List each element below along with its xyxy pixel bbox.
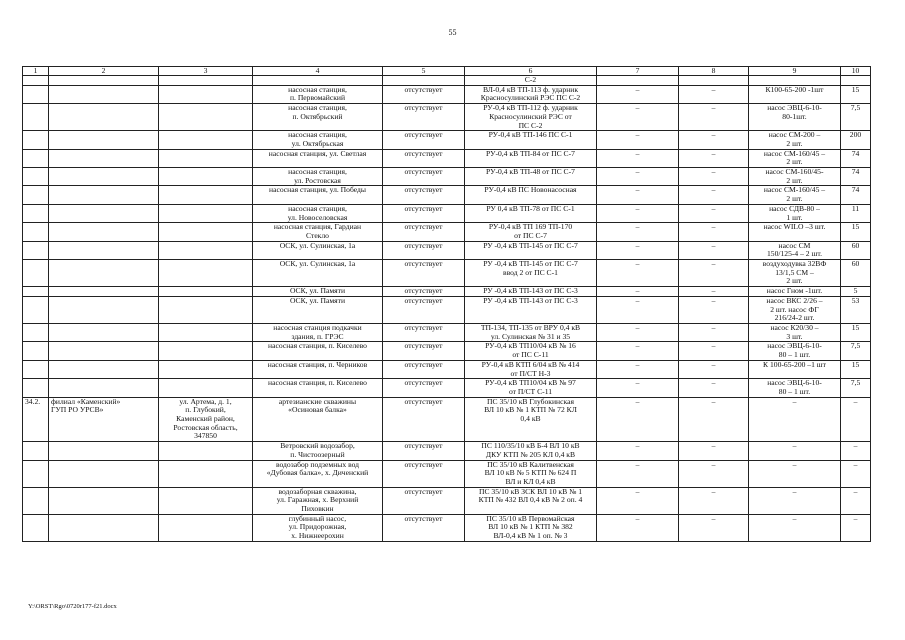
- table-cell: –: [679, 323, 749, 341]
- table-cell: [49, 379, 159, 397]
- table-cell: отсутствует: [383, 487, 465, 514]
- table-cell: насосная станция, п. Киселево: [253, 379, 383, 397]
- header-row: [23, 67, 871, 76]
- table-cell: насосная станция, ул. Октябрьская: [253, 131, 383, 149]
- table-cell: [23, 168, 49, 186]
- table-cell: насос СМ-160/45 – 2 шт.: [749, 186, 841, 204]
- table-cell: отсутствует: [383, 204, 465, 222]
- page-number: 55: [448, 28, 457, 37]
- table-cell: [159, 241, 253, 259]
- table-cell: РУ -0,4 кВ ТП-143 от ПС С-3: [465, 296, 597, 323]
- table-cell: [23, 204, 49, 222]
- table-cell: отсутствует: [383, 296, 465, 323]
- table-cell: [159, 204, 253, 222]
- table-row: [23, 149, 871, 167]
- table-row: [23, 104, 871, 131]
- table-cell: –: [597, 296, 679, 323]
- table-cell: насосная станция, ул. Светлая: [253, 149, 383, 167]
- table-cell: отсутствует: [383, 514, 465, 541]
- table-cell: [49, 131, 159, 149]
- table-cell: –: [841, 487, 871, 514]
- table-cell: –: [597, 85, 679, 103]
- data-table: [22, 66, 871, 542]
- table-cell: –: [597, 223, 679, 241]
- table-cell: отсутствует: [383, 397, 465, 442]
- table-cell: [159, 514, 253, 541]
- table-cell: [49, 223, 159, 241]
- table-cell: [49, 323, 159, 341]
- table-cell: [23, 460, 49, 487]
- table-cell: [159, 168, 253, 186]
- table-cell: насосная станция подкачки здания, п. ГРЭС: [253, 323, 383, 341]
- table-cell: –: [597, 360, 679, 378]
- table-cell: –: [597, 514, 679, 541]
- table-cell: насосная станция, Гардиан Стекло: [253, 223, 383, 241]
- table-cell: –: [679, 296, 749, 323]
- table-cell: 60: [841, 241, 871, 259]
- table-cell: –: [597, 260, 679, 287]
- table-row: [23, 442, 871, 460]
- table-cell: [679, 76, 749, 86]
- table-cell: [159, 104, 253, 131]
- table-cell: насосная станция, п. Киселево: [253, 342, 383, 360]
- table-cell: насосная станция, п. Первомайский: [253, 85, 383, 103]
- table-cell: –: [597, 379, 679, 397]
- table-cell: воздуходувка 32ВФ 13/1,5 СМ – 2 шт.: [749, 260, 841, 287]
- table-cell: [159, 76, 253, 86]
- table-cell: [23, 76, 49, 86]
- table-row: [23, 168, 871, 186]
- table-cell: [23, 241, 49, 259]
- table-cell: 200: [841, 131, 871, 149]
- table-row: [23, 223, 871, 241]
- table-cell: –: [749, 442, 841, 460]
- table-cell: артезианские скважины «Осиновая балка»: [253, 397, 383, 442]
- table-cell: –: [679, 342, 749, 360]
- table-cell: ОСК, ул. Памяти: [253, 296, 383, 323]
- table-cell: [49, 76, 159, 86]
- table-cell: 34.2.: [23, 397, 49, 442]
- table-cell: [159, 379, 253, 397]
- table-cell: [159, 323, 253, 341]
- table-cell: [159, 360, 253, 378]
- table-cell: насосная станция, ул. Победы: [253, 186, 383, 204]
- table-cell: отсутствует: [383, 85, 465, 103]
- table-cell: Ветровский водозабор, п. Чистоозерный: [253, 442, 383, 460]
- table-row: [23, 296, 871, 323]
- column-number-10: 10: [841, 67, 871, 76]
- table-cell: [383, 76, 465, 86]
- table-cell: –: [597, 487, 679, 514]
- table-cell: [159, 85, 253, 103]
- table-cell: [49, 296, 159, 323]
- table-cell: [23, 360, 49, 378]
- table-cell: –: [679, 460, 749, 487]
- column-number-1: 1: [23, 67, 49, 76]
- table-cell: [49, 460, 159, 487]
- table-cell: [49, 204, 159, 222]
- table-cell: РУ -0,4 кВ ТП-145 от ПС С-7 ввод 2 от ПС С-1: [465, 260, 597, 287]
- table-cell: 74: [841, 186, 871, 204]
- table-cell: отсутствует: [383, 186, 465, 204]
- table-cell: насос СМ 150/125-4 – 2 шт.: [749, 241, 841, 259]
- table-cell: [49, 514, 159, 541]
- table-row: [23, 241, 871, 259]
- table-cell: ПС 35/10 кВ Глубокинская ВЛ 10 кВ № 1 КТП № 72 КЛ 0,4 кВ: [465, 397, 597, 442]
- table-cell: 7,5: [841, 104, 871, 131]
- column-number-7: 7: [597, 67, 679, 76]
- table-row: [23, 342, 871, 360]
- table-cell: –: [679, 360, 749, 378]
- table-cell: насосная станция, п. Черников: [253, 360, 383, 378]
- table-cell: 74: [841, 168, 871, 186]
- table-cell: –: [597, 460, 679, 487]
- table-cell: –: [597, 287, 679, 297]
- table-cell: глубинный насос, ул. Придорожная, х. Нижнеерохин: [253, 514, 383, 541]
- table-cell: С-2: [465, 76, 597, 86]
- table-cell: [159, 442, 253, 460]
- table-cell: РУ-0,4 кВ ПС Новонасосная: [465, 186, 597, 204]
- table-cell: отсутствует: [383, 460, 465, 487]
- table-cell: –: [597, 104, 679, 131]
- table-cell: [49, 442, 159, 460]
- table-cell: отсутствует: [383, 168, 465, 186]
- table-cell: РУ -0,4 кВ ТП-143 от ПС С-3: [465, 287, 597, 297]
- table-cell: отсутствует: [383, 223, 465, 241]
- table-cell: [159, 131, 253, 149]
- table-cell: –: [597, 131, 679, 149]
- table-cell: [23, 342, 49, 360]
- column-number-9: 9: [749, 67, 841, 76]
- table-cell: –: [679, 260, 749, 287]
- table-cell: [159, 287, 253, 297]
- table-cell: [159, 260, 253, 287]
- table-cell: 53: [841, 296, 871, 323]
- table-cell: РУ-0,4 кВ ТП-112 ф. ударник Красносулинский РЭС от ПС С-2: [465, 104, 597, 131]
- table-cell: –: [679, 104, 749, 131]
- table-cell: отсутствует: [383, 442, 465, 460]
- table-cell: 11: [841, 204, 871, 222]
- table-cell: –: [679, 223, 749, 241]
- table-cell: РУ-0,4 кВ ТП 169 ТП-170 от ПС С-7: [465, 223, 597, 241]
- table-cell: –: [597, 149, 679, 167]
- table-cell: РУ -0,4 кВ ТП-145 от ПС С-7: [465, 241, 597, 259]
- table-cell: [23, 514, 49, 541]
- table-cell: [23, 131, 49, 149]
- table-cell: [49, 241, 159, 259]
- table-cell: насос ЭВЦ-6-10- 80 – 1 шт.: [749, 379, 841, 397]
- table-cell: [159, 487, 253, 514]
- table-cell: РУ-0,4 кВ ТП-84 от ПС С-7: [465, 149, 597, 167]
- table-cell: водозаборная скважина, ул. Гаражная, х. Верхний Пиховкин: [253, 487, 383, 514]
- table-cell: [49, 186, 159, 204]
- table-cell: [23, 186, 49, 204]
- table-cell: 7,5: [841, 342, 871, 360]
- table-cell: насос СМ-160/45- 2 шт.: [749, 168, 841, 186]
- table-cell: [49, 342, 159, 360]
- table-cell: [159, 342, 253, 360]
- table-cell: К100-65-200 -1шт: [749, 85, 841, 103]
- table-cell: насос СМ-200 – 2 шт.: [749, 131, 841, 149]
- column-number-4: 4: [253, 67, 383, 76]
- table-cell: –: [749, 487, 841, 514]
- table-cell: [253, 76, 383, 86]
- table-cell: 15: [841, 85, 871, 103]
- table-cell: ТП-134, ТП-135 от ВРУ 0,4 кВ ул. Сулинская № 31 и 35: [465, 323, 597, 341]
- table-cell: насос ЭВЦ-6-10- 80 – 1 шт.: [749, 342, 841, 360]
- table-cell: ОСК, ул. Сулинская, 1а: [253, 260, 383, 287]
- table-cell: отсутствует: [383, 241, 465, 259]
- table-cell: –: [597, 168, 679, 186]
- table-row: [23, 360, 871, 378]
- table-cell: [23, 104, 49, 131]
- table-row: [23, 287, 871, 297]
- table-cell: [23, 260, 49, 287]
- table-cell: [749, 76, 841, 86]
- table-cell: –: [679, 149, 749, 167]
- table-cell: ПС 35/10 кВ Калитвенская ВЛ 10 кВ № 5 КТП № 624 П ВЛ и КЛ 0,4 кВ: [465, 460, 597, 487]
- table-cell: –: [679, 168, 749, 186]
- table-row: [23, 204, 871, 222]
- table-cell: –: [679, 287, 749, 297]
- table-cell: 7,5: [841, 379, 871, 397]
- table-cell: –: [597, 323, 679, 341]
- table-row: [23, 460, 871, 487]
- table-cell: [49, 85, 159, 103]
- table-row: [23, 76, 871, 86]
- table-cell: ОСК, ул. Памяти: [253, 287, 383, 297]
- column-number-6: 6: [465, 67, 597, 76]
- table-cell: –: [597, 397, 679, 442]
- file-path-footer: Y:\ORST\Rgo\0720r177-f21.docx: [28, 603, 117, 610]
- table-cell: [597, 76, 679, 86]
- table-cell: –: [679, 85, 749, 103]
- column-number-2: 2: [49, 67, 159, 76]
- table-cell: отсутствует: [383, 104, 465, 131]
- table-cell: [49, 487, 159, 514]
- table-cell: насос ВКС 2/26 – 2 шт. насос ФГ 216/24-2 шт.: [749, 296, 841, 323]
- table-cell: отсутствует: [383, 287, 465, 297]
- table-cell: –: [841, 514, 871, 541]
- table-cell: [23, 323, 49, 341]
- table-cell: –: [749, 397, 841, 442]
- table-cell: отсутствует: [383, 323, 465, 341]
- table-cell: насос К20/30 – 3 шт.: [749, 323, 841, 341]
- table-row: [23, 514, 871, 541]
- table-cell: 60: [841, 260, 871, 287]
- table-cell: отсутствует: [383, 360, 465, 378]
- table-cell: насос ЭВЦ-6-10- 80-1шт.: [749, 104, 841, 131]
- table-cell: [23, 287, 49, 297]
- table-cell: ВЛ-0,4 кВ ТП-113 ф. ударник Красносулинский РЭС ПС С-2: [465, 85, 597, 103]
- table-cell: РУ 0,4 кВ ТП-78 от ПС С-1: [465, 204, 597, 222]
- table-cell: ул. Артема, д. 1, п. Глубокий, Каменский район, Ростовская область, 347850: [159, 397, 253, 442]
- table-cell: –: [679, 204, 749, 222]
- table-cell: отсутствует: [383, 260, 465, 287]
- table-row: [23, 260, 871, 287]
- table-row: [23, 379, 871, 397]
- table-cell: [841, 76, 871, 86]
- table-cell: РУ-0,4 кВ ТП10/04 кВ № 97 от П/СТ С-11: [465, 379, 597, 397]
- table-cell: ПС 35/10 кВ Первомайская ВЛ 10 кВ № 1 КТП № 382 ВЛ-0,4 кВ № 1 оп. № 3: [465, 514, 597, 541]
- table-row: [23, 131, 871, 149]
- table-cell: –: [679, 379, 749, 397]
- table-cell: –: [679, 131, 749, 149]
- table-cell: насосная станция, п. Октябрьский: [253, 104, 383, 131]
- table-cell: [159, 296, 253, 323]
- table-cell: отсутствует: [383, 342, 465, 360]
- table-cell: –: [597, 442, 679, 460]
- table-cell: –: [597, 241, 679, 259]
- table-cell: –: [597, 186, 679, 204]
- table-cell: –: [679, 487, 749, 514]
- table-row: [23, 186, 871, 204]
- table-cell: 74: [841, 149, 871, 167]
- table-cell: [49, 104, 159, 131]
- table-cell: –: [679, 241, 749, 259]
- table-cell: –: [749, 460, 841, 487]
- table-row: [23, 487, 871, 514]
- table-cell: ПС 110/35/10 кВ Б-4 ВЛ 10 кВ ДКУ КТП № 205 КЛ 0,4 кВ: [465, 442, 597, 460]
- table-cell: РУ-0,4 кВ ТП-48 от ПС С-7: [465, 168, 597, 186]
- table-row: [23, 397, 871, 442]
- table-cell: [23, 296, 49, 323]
- table-cell: –: [597, 204, 679, 222]
- table-cell: 5: [841, 287, 871, 297]
- table-cell: [159, 149, 253, 167]
- table-cell: 15: [841, 323, 871, 341]
- table-cell: [49, 287, 159, 297]
- table-cell: [23, 442, 49, 460]
- table-cell: 15: [841, 360, 871, 378]
- table-cell: ОСК, ул. Сулинская, 1а: [253, 241, 383, 259]
- table-cell: К 100-65-200 –1 шт: [749, 360, 841, 378]
- column-number-5: 5: [383, 67, 465, 76]
- table-cell: насос Гном -1шт.: [749, 287, 841, 297]
- table-cell: –: [841, 460, 871, 487]
- table-cell: [23, 487, 49, 514]
- table-cell: –: [679, 397, 749, 442]
- table-cell: РУ-0,4 кВ КТП 6/04 кВ № 414 от П/СТ Н-3: [465, 360, 597, 378]
- table-cell: ПС 35/10 кВ ЗСК ВЛ 10 кВ № 1 КТП № 432 ВЛ 0,4 кВ № 2 оп. 4: [465, 487, 597, 514]
- table-cell: насос СМ-160/45 – 2 шт.: [749, 149, 841, 167]
- table-cell: –: [597, 342, 679, 360]
- table-cell: водозабор подземных вод «Дубовая балка», х. Диченский: [253, 460, 383, 487]
- table-cell: [159, 223, 253, 241]
- table-cell: [23, 149, 49, 167]
- table-cell: 15: [841, 223, 871, 241]
- table-cell: насосная станция, ул. Новоселовская: [253, 204, 383, 222]
- table-cell: [49, 149, 159, 167]
- table-cell: –: [749, 514, 841, 541]
- table-cell: отсутствует: [383, 379, 465, 397]
- table-cell: [159, 186, 253, 204]
- table-cell: [23, 223, 49, 241]
- table-cell: –: [841, 442, 871, 460]
- table-cell: насос WILO –3 шт.: [749, 223, 841, 241]
- table-row: [23, 85, 871, 103]
- table-cell: [49, 360, 159, 378]
- column-number-8: 8: [679, 67, 749, 76]
- table-cell: [49, 260, 159, 287]
- table-cell: РУ-0,4 кВ ТП-146 ПС С-1: [465, 131, 597, 149]
- table-cell: насосная станция, ул. Ростовская: [253, 168, 383, 186]
- column-number-3: 3: [159, 67, 253, 76]
- table-cell: [23, 379, 49, 397]
- table-cell: –: [679, 514, 749, 541]
- table-cell: отсутствует: [383, 131, 465, 149]
- table-cell: [159, 460, 253, 487]
- table-cell: –: [679, 186, 749, 204]
- table-cell: [49, 168, 159, 186]
- table-cell: отсутствует: [383, 149, 465, 167]
- table-cell: [23, 85, 49, 103]
- table-row: [23, 323, 871, 341]
- table-cell: насос СДВ-80 – 1 шт.: [749, 204, 841, 222]
- table-cell: филиал «Каменский» ГУП РО УРСВ»: [49, 397, 159, 442]
- table-cell: РУ-0,4 кВ ТП10/04 кВ № 16 от ПС С-11: [465, 342, 597, 360]
- table-cell: –: [841, 397, 871, 442]
- table-cell: –: [679, 442, 749, 460]
